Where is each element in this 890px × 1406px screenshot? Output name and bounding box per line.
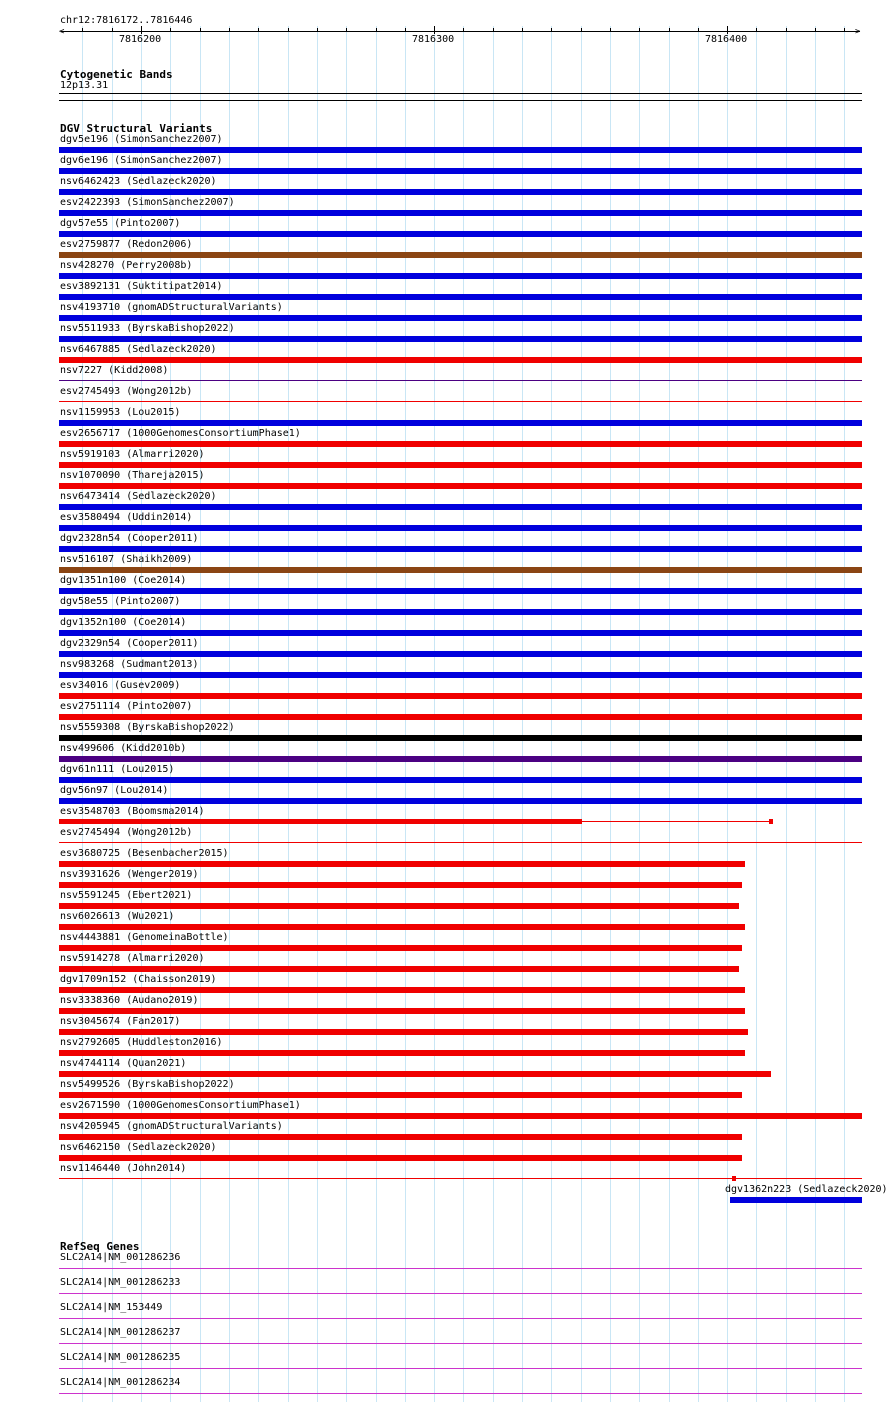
variant-label[interactable]: nsv1159953 (Lou2015) <box>60 407 181 418</box>
variant-end-block[interactable] <box>732 1176 736 1181</box>
ruler-minor-tick <box>815 28 816 32</box>
variant-label[interactable]: nsv516107 (Shaikh2009) <box>60 554 193 565</box>
variant-bar[interactable] <box>59 168 862 174</box>
variant-bar[interactable] <box>59 672 862 678</box>
variant-line[interactable] <box>59 842 862 843</box>
variant-label[interactable]: nsv499606 (Kidd2010b) <box>60 743 187 754</box>
variant-end-block[interactable] <box>769 819 773 824</box>
variant-label[interactable]: nsv6462150 (Sedlazeck2020) <box>60 1142 217 1153</box>
ruler-right-arrow: > <box>855 27 861 37</box>
variant-label[interactable]: nsv6473414 (Sedlazeck2020) <box>60 491 217 502</box>
variant-bar[interactable] <box>59 945 742 951</box>
ruler-minor-tick <box>200 28 201 32</box>
gene-label[interactable]: SLC2A14|NM_001286234 <box>60 1377 181 1388</box>
variant-label[interactable]: dgv57e55 (Pinto2007) <box>60 218 181 229</box>
ruler-tick-label: 7816400 <box>705 34 748 45</box>
cytoband-track-title: Cytogenetic Bands <box>60 68 173 81</box>
variant-label[interactable]: nsv4443881 (GenomeinaBottle) <box>60 932 229 943</box>
variant-label[interactable]: esv2759877 (Redon2006) <box>60 239 193 250</box>
variant-label[interactable]: nsv5511933 (ByrskaBishop2022) <box>60 323 235 334</box>
gene-line[interactable] <box>59 1318 862 1319</box>
variant-label[interactable]: dgv58e55 (Pinto2007) <box>60 596 181 607</box>
variant-label[interactable]: dgv6e196 (SimonSanchez2007) <box>60 155 223 166</box>
variant-bar[interactable] <box>59 777 862 783</box>
variant-label[interactable]: dgv2328n54 (Cooper2011) <box>60 533 199 544</box>
ruler-minor-tick <box>522 28 523 32</box>
variant-bar[interactable] <box>59 630 862 636</box>
ruler-minor-tick <box>376 28 377 32</box>
cytoband-bar-bottom <box>59 100 862 101</box>
ruler-minor-tick <box>405 28 406 32</box>
variant-bar[interactable] <box>59 798 862 804</box>
ruler-minor-tick <box>229 28 230 32</box>
variant-label[interactable]: dgv1351n100 (Coe2014) <box>60 575 187 586</box>
ruler-minor-tick <box>288 28 289 32</box>
ruler-minor-tick <box>346 28 347 32</box>
variant-label[interactable]: nsv1146440 (John2014) <box>60 1163 187 1174</box>
ruler-minor-tick <box>756 28 757 32</box>
gene-label[interactable]: SLC2A14|NM_001286233 <box>60 1277 181 1288</box>
variant-label[interactable]: esv34016 (Gusev2009) <box>60 680 181 691</box>
variant-bar[interactable] <box>59 966 739 972</box>
variant-label[interactable]: nsv7227 (Kidd2008) <box>60 365 169 376</box>
ruler-minor-tick <box>463 28 464 32</box>
ruler-major-tick <box>434 26 435 34</box>
gene-label[interactable]: SLC2A14|NM_001286236 <box>60 1252 181 1263</box>
variant-bar[interactable] <box>59 357 862 363</box>
variant-bar[interactable] <box>59 609 862 615</box>
variant-label[interactable]: dgv1362n223 (Sedlazeck2020) <box>725 1184 888 1195</box>
ruler-line <box>61 31 860 32</box>
variant-bar[interactable] <box>59 735 862 741</box>
variant-bar[interactable] <box>59 1029 748 1035</box>
ruler-minor-tick <box>610 28 611 32</box>
variant-line[interactable] <box>59 401 862 402</box>
variant-label[interactable]: nsv983268 (Sudmant2013) <box>60 659 199 670</box>
variant-bar[interactable] <box>59 147 862 153</box>
gene-line[interactable] <box>59 1268 862 1269</box>
variant-bar[interactable] <box>59 588 862 594</box>
variant-label[interactable]: nsv4205945 (gnomADStructuralVariants) <box>60 1121 283 1132</box>
variant-label[interactable]: nsv2792605 (Huddleston2016) <box>60 1037 223 1048</box>
variant-bar[interactable] <box>59 273 862 279</box>
variant-bar[interactable] <box>59 693 862 699</box>
variant-bar[interactable] <box>59 819 582 824</box>
variant-bar[interactable] <box>59 294 862 300</box>
ruler-minor-tick <box>639 28 640 32</box>
variant-bar[interactable] <box>59 1155 742 1161</box>
variant-label[interactable]: esv2671590 (1000GenomesConsortiumPhase1) <box>60 1100 301 1111</box>
ruler-minor-tick <box>551 28 552 32</box>
ruler-minor-tick <box>170 28 171 32</box>
variant-label[interactable]: nsv3931626 (Wenger2019) <box>60 869 199 880</box>
ruler-minor-tick <box>258 28 259 32</box>
refseq-track-title: RefSeq Genes <box>60 1240 140 1253</box>
variant-label[interactable]: nsv6467885 (Sedlazeck2020) <box>60 344 217 355</box>
position-label: chr12:7816172..7816446 <box>60 15 193 26</box>
variant-bar[interactable] <box>59 336 862 342</box>
cytoband-bar-top <box>59 93 862 94</box>
cytoband-label[interactable]: 12p13.31 <box>60 80 109 91</box>
gene-label[interactable]: SLC2A14|NM_001286235 <box>60 1352 181 1363</box>
variant-line[interactable] <box>59 380 862 381</box>
ruler-major-tick <box>727 26 728 34</box>
gene-line[interactable] <box>59 1343 862 1344</box>
ruler-tick-label: 7816200 <box>119 34 162 45</box>
variant-bar[interactable] <box>59 1113 862 1119</box>
ruler-minor-tick <box>786 28 787 32</box>
variant-label[interactable]: esv3892131 (Suktitipat2014) <box>60 281 223 292</box>
variant-line[interactable] <box>582 821 771 822</box>
gene-line[interactable] <box>59 1293 862 1294</box>
ruler-tick-label: 7816300 <box>412 34 455 45</box>
ruler-minor-tick <box>82 28 83 32</box>
variant-label[interactable]: esv2745493 (Wong2012b) <box>60 386 193 397</box>
variant-label[interactable]: dgv61n111 (Lou2015) <box>60 764 175 775</box>
ruler-minor-tick <box>669 28 670 32</box>
gene-label[interactable]: SLC2A14|NM_001286237 <box>60 1327 181 1338</box>
variant-bar[interactable] <box>59 462 862 468</box>
variant-label[interactable]: dgv1352n100 (Coe2014) <box>60 617 187 628</box>
variant-label[interactable]: esv3580494 (Uddin2014) <box>60 512 193 523</box>
variant-label[interactable]: nsv428270 (Perry2008b) <box>60 260 193 271</box>
variant-bar[interactable] <box>59 861 745 867</box>
variant-label[interactable]: esv3680725 (Besenbacher2015) <box>60 848 229 859</box>
variant-bar[interactable] <box>59 189 862 195</box>
ruler-minor-tick <box>698 28 699 32</box>
variant-bar[interactable] <box>59 252 862 258</box>
variant-line[interactable] <box>59 1178 862 1179</box>
variant-label[interactable]: esv2422393 (SimonSanchez2007) <box>60 197 235 208</box>
variant-label[interactable]: nsv5591245 (Ebert2021) <box>60 890 193 901</box>
variant-bar[interactable] <box>59 903 739 909</box>
variant-label[interactable]: nsv3045674 (Fan2017) <box>60 1016 181 1027</box>
variant-label[interactable]: dgv5e196 (SimonSanchez2007) <box>60 134 223 145</box>
variant-bar[interactable] <box>59 651 862 657</box>
variant-bar[interactable] <box>59 546 862 552</box>
variant-label[interactable]: nsv3338360 (Audano2019) <box>60 995 199 1006</box>
variant-bar[interactable] <box>59 756 862 762</box>
ruler-left-arrow: < <box>59 27 65 37</box>
variant-bar[interactable] <box>59 420 862 426</box>
variant-bar[interactable] <box>59 504 862 510</box>
variant-label[interactable]: nsv5919103 (Almarri2020) <box>60 449 205 460</box>
variant-label[interactable]: nsv4744114 (Quan2021) <box>60 1058 187 1069</box>
variant-label[interactable]: nsv4193710 (gnomADStructuralVariants) <box>60 302 283 313</box>
variant-label[interactable]: esv2745494 (Wong2012b) <box>60 827 193 838</box>
variant-bar[interactable] <box>59 714 862 720</box>
variant-bar[interactable] <box>59 315 862 321</box>
variant-label[interactable]: dgv56n97 (Lou2014) <box>60 785 169 796</box>
variant-label[interactable]: nsv5914278 (Almarri2020) <box>60 953 205 964</box>
variant-bar[interactable] <box>59 1050 745 1056</box>
gene-line[interactable] <box>59 1393 862 1394</box>
variant-label[interactable]: nsv6462423 (Sedlazeck2020) <box>60 176 217 187</box>
gene-line[interactable] <box>59 1368 862 1369</box>
ruler-minor-tick <box>317 28 318 32</box>
ruler-minor-tick <box>112 28 113 32</box>
variant-bar[interactable] <box>59 987 745 993</box>
variant-label[interactable]: esv2751114 (Pinto2007) <box>60 701 193 712</box>
variant-bar[interactable] <box>59 882 742 888</box>
variant-bar[interactable] <box>59 1008 745 1014</box>
ruler-minor-tick <box>844 28 845 32</box>
ruler-minor-tick <box>581 28 582 32</box>
variant-label[interactable]: nsv6026613 (Wu2021) <box>60 911 175 922</box>
variant-label[interactable]: esv3548703 (Boomsma2014) <box>60 806 205 817</box>
variant-bar[interactable] <box>59 231 862 237</box>
variant-bar[interactable] <box>59 483 862 489</box>
dgv-track-title: DGV Structural Variants <box>60 122 213 135</box>
variant-bar[interactable] <box>59 525 862 531</box>
gene-label[interactable]: SLC2A14|NM_153449 <box>60 1302 163 1313</box>
variant-bar[interactable] <box>59 210 862 216</box>
variant-label[interactable]: nsv1070090 (Thareja2015) <box>60 470 205 481</box>
variant-bar[interactable] <box>59 1134 742 1140</box>
variant-bar[interactable] <box>59 441 862 447</box>
variant-bar[interactable] <box>730 1197 862 1203</box>
ruler-minor-tick <box>493 28 494 32</box>
variant-bar[interactable] <box>59 567 862 573</box>
variant-label[interactable]: dgv1709n152 (Chaisson2019) <box>60 974 217 985</box>
variant-bar[interactable] <box>59 1092 742 1098</box>
variant-label[interactable]: nsv5499526 (ByrskaBishop2022) <box>60 1079 235 1090</box>
variant-label[interactable]: dgv2329n54 (Cooper2011) <box>60 638 199 649</box>
ruler-major-tick <box>141 26 142 34</box>
variant-label[interactable]: esv2656717 (1000GenomesConsortiumPhase1) <box>60 428 301 439</box>
variant-bar[interactable] <box>59 924 745 930</box>
variant-label[interactable]: nsv5559308 (ByrskaBishop2022) <box>60 722 235 733</box>
variant-bar[interactable] <box>59 1071 771 1077</box>
